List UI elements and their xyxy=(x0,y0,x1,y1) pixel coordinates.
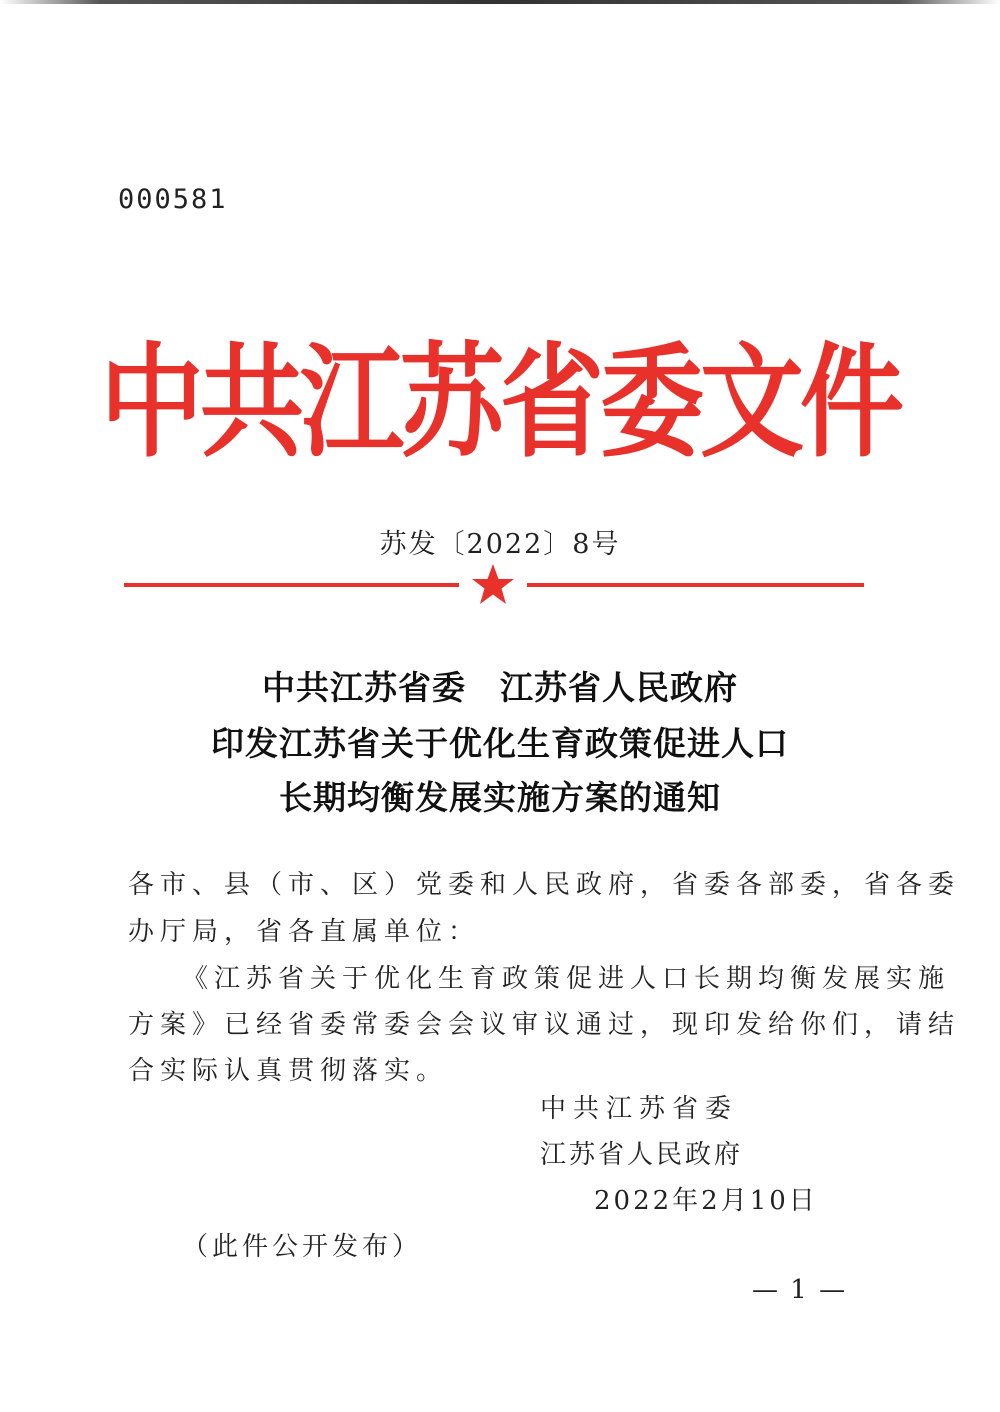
body-paragraph-line-1: 《江苏省关于优化生育政策促进人口长期均衡发展实施 xyxy=(182,964,951,994)
top-scan-edge xyxy=(0,0,1000,4)
signer-provincial-government: 江苏省人民政府 xyxy=(540,1140,744,1170)
red-separator-right xyxy=(527,583,864,587)
serial-number: 000581 xyxy=(118,184,228,215)
signer-party-committee: 中共江苏省委 xyxy=(540,1094,739,1124)
page-number: — 1 — xyxy=(752,1275,848,1305)
addressee-line-1: 各市、县（市、区）党委和人民政府，省委各部委，省各委 xyxy=(128,870,961,900)
title-line-3: 长期均衡发展实施方案的通知 xyxy=(279,778,721,817)
title-line-1: 中共江苏省委 江苏省人民政府 xyxy=(262,668,738,707)
body-paragraph-line-2: 方案》已经省委常委会会议审议通过，现印发给你们，请结 xyxy=(128,1010,961,1040)
title-line-2: 印发江苏省关于优化生育政策促进人口 xyxy=(211,724,789,763)
addressee-line-2: 办厅局，省各直属单位： xyxy=(128,917,481,947)
issue-date: 2022年2月10日 xyxy=(594,1186,818,1216)
document-number: 苏发〔2022〕8号 xyxy=(379,529,621,560)
red-separator-left xyxy=(124,583,459,587)
body-paragraph-line-3: 合实际认真贯彻落实。 xyxy=(128,1056,449,1086)
document-masthead: 中共江苏省委文件 xyxy=(100,330,901,475)
release-note: （此件公开发布） xyxy=(182,1232,423,1262)
red-star-icon xyxy=(470,563,516,605)
